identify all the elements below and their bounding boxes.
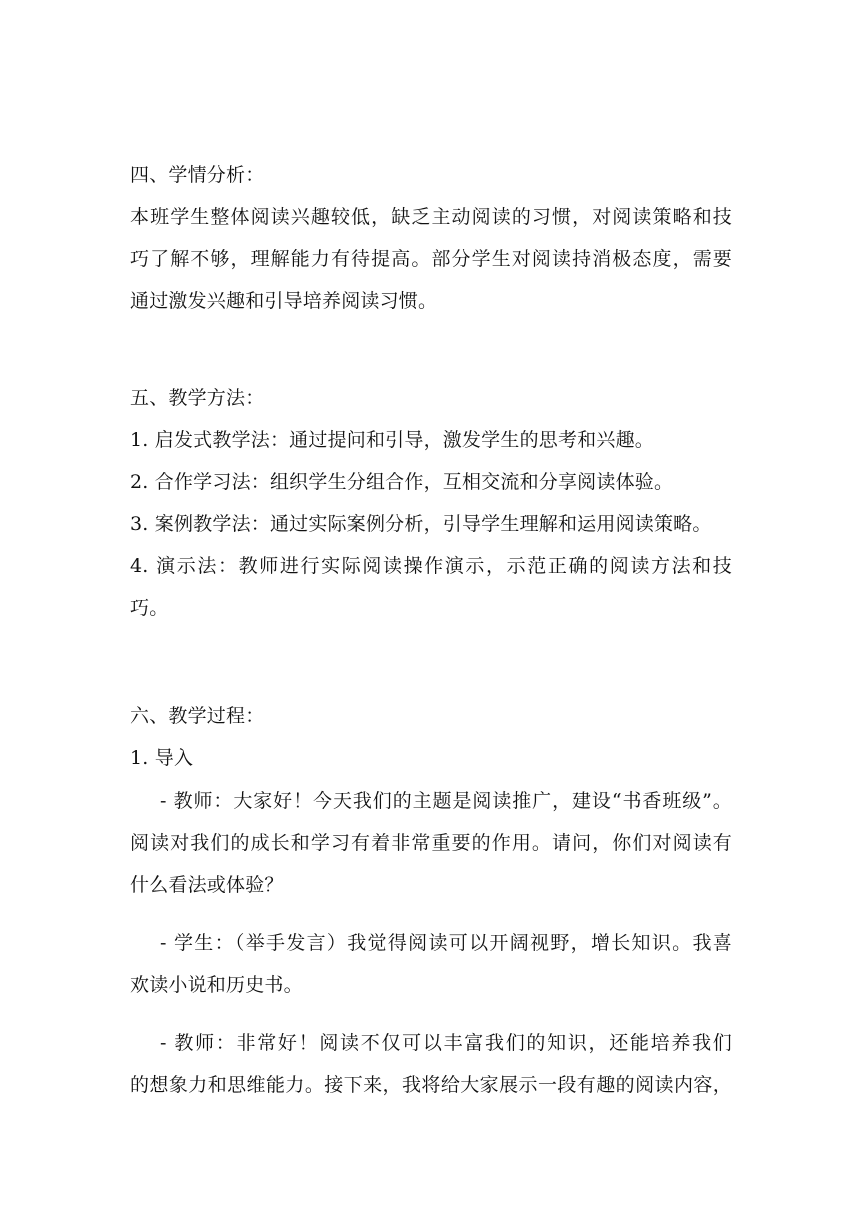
dialogue-line: - 教师：非常好！阅读不仅可以丰富我们的知识，还能培养我们 bbox=[160, 1032, 732, 1054]
paragraph-line: 通过激发兴趣和引导培养阅读习惯。 bbox=[130, 290, 438, 312]
method-item: 1. 启发式教学法：通过提问和引导，激发学生的思考和兴趣。 bbox=[130, 429, 654, 451]
method-item: 3. 案例教学法：通过实际案例分析，引导学生理解和运用阅读策略。 bbox=[130, 513, 712, 535]
dialogue-line: 的想象力和思维能力。接下来，我将给大家展示一段有趣的阅读内容， bbox=[130, 1074, 732, 1096]
paragraph-line: 本班学生整体阅读兴趣较低，缺乏主动阅读的习惯，对阅读策略和技 bbox=[130, 206, 732, 228]
paragraph-line: 巧了解不够，理解能力有待提高。部分学生对阅读持消极态度，需要 bbox=[130, 248, 732, 270]
method-item: 2. 合作学习法：组织学生分组合作，互相交流和分享阅读体验。 bbox=[130, 471, 674, 493]
dialogue-line: - 学生：（举手发言）我觉得阅读可以开阔视野，增长知识。我喜 bbox=[160, 932, 732, 954]
dialogue-line: - 教师：大家好！今天我们的主题是阅读推广，建设“书香班级”。 bbox=[160, 790, 732, 812]
method-item: 4. 演示法：教师进行实际阅读操作演示，示范正确的阅读方法和技 bbox=[130, 555, 732, 577]
section-heading-teaching-methods: 五、教学方法： bbox=[130, 387, 265, 409]
method-item-continuation: 巧。 bbox=[130, 597, 169, 619]
process-step-title: 1. 导入 bbox=[130, 747, 194, 769]
section-heading-teaching-process: 六、教学过程： bbox=[130, 705, 265, 727]
dialogue-line: 欢读小说和历史书。 bbox=[130, 974, 303, 996]
dialogue-line: 什么看法或体验？ bbox=[130, 874, 284, 896]
dialogue-line: 阅读对我们的成长和学习有着非常重要的作用。请问，你们对阅读有 bbox=[130, 832, 732, 854]
section-heading-learning-analysis: 四、学情分析： bbox=[130, 164, 265, 186]
